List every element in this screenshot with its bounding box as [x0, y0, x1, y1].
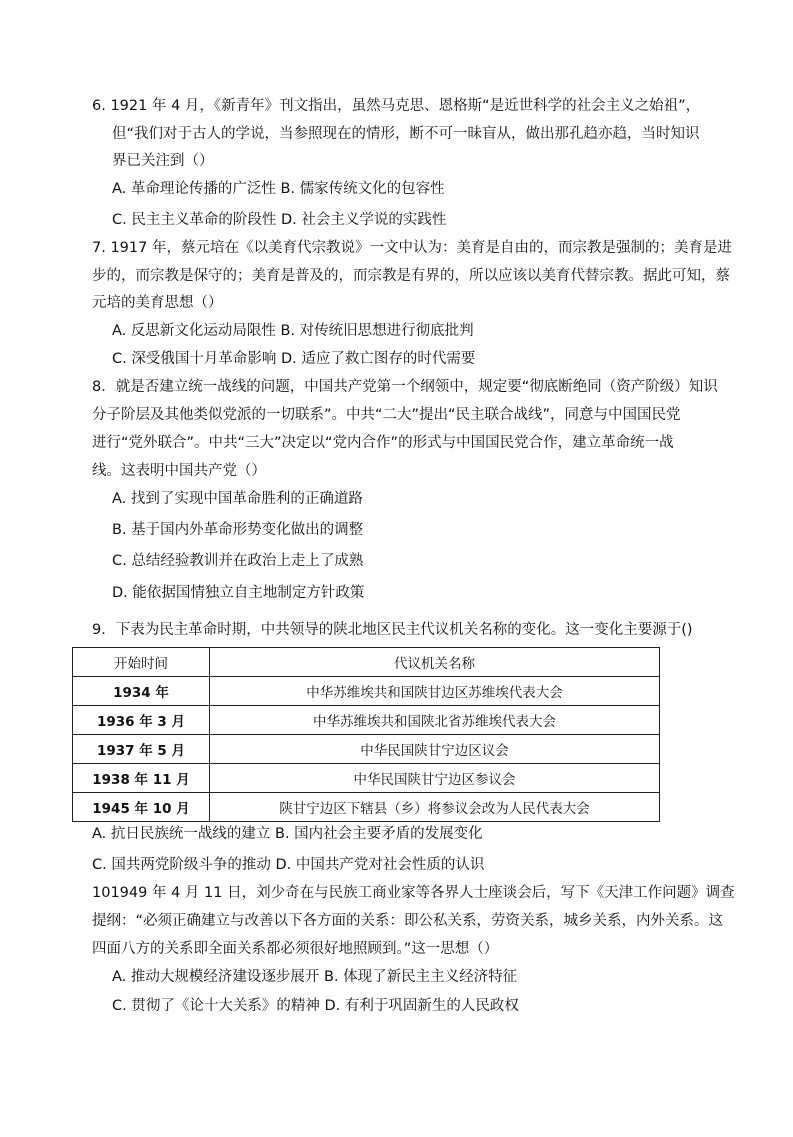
table-cell-name: 中华民国陕甘宁边区参议会 — [210, 764, 660, 793]
q10-stem-line2: 提纲：“必须正确建立与改善以下各方面的关系：即公私关系，劳资关系，城乡关系，内外关系。这 — [92, 913, 724, 929]
table-cell-time: 1936 年 3 月 — [73, 706, 210, 735]
table-header-cell: 代议机关名称 — [210, 648, 660, 677]
q7-options-cd: C. 深受俄国十月革命影响 D. 适应了救亡图存的时代需要 — [112, 351, 476, 367]
q10-options-cd: C. 贯彻了《论十大关系》的精神 D. 有利于巩固新生的人民政权 — [112, 998, 519, 1014]
q8-stem-line3: 进行“党外联合”。中共“三大”决定以“党内合作”的形式与中国国民党合作，建立革命统一战 — [92, 435, 674, 451]
table-cell-time: 1934 年 — [73, 677, 210, 706]
q7-stem-line1: 7. 1917 年，蔡元培在《以美育代宗教说》一文中认为：美育是自由的，而宗教是强制的；美育是进 — [92, 240, 732, 256]
table-row — [73, 793, 660, 822]
q6-stem-line1: 6. 1921 年 4 月，《新青年》刊文指出，虽然马克思、恩格斯“是近世科学的社会主义之始祖”， — [92, 98, 701, 114]
q8-stem-line1: 8．就是否建立统一战线的问题，中国共产党第一个纲领中，规定要“彻底断绝同（资产阶级）知识 — [92, 379, 718, 395]
q7-options-ab: A. 反思新文化运动局限性 B. 对传统旧思想进行彻底批判 — [112, 323, 474, 339]
table-row — [73, 735, 660, 764]
table-header-row — [73, 648, 660, 677]
q6-stem-line2: 但“我们对于古人的学说，当参照现在的情形，断不可一昧盲从，做出那孔趋亦趋，当时知识 — [112, 126, 700, 142]
q10-stem-line3: 四面八方的关系即全面关系都必须很好地照顾到。”这一思想（） — [92, 941, 499, 957]
q8-option-d: D. 能依据国情独立自主地制定方针政策 — [112, 585, 365, 601]
q9-options-cd: C. 国共两党阶级斗争的推动 D. 中国共产党对社会性质的认识 — [92, 857, 485, 873]
table-row — [73, 677, 660, 706]
q8-stem-line2: 分子阶层及其他类似党派的一切联系”。中共“二大”提出“民主联合战线”，同意与中国国民党 — [92, 407, 681, 423]
table-cell-name: 中华苏维埃共和国陕甘边区苏维埃代表大会 — [210, 677, 660, 706]
q9-table — [72, 647, 660, 822]
q8-option-c: C. 总结经验教训并在政治上走上了成熟 — [112, 553, 364, 569]
q7-stem-line3: 元培的美育思想（） — [92, 295, 223, 311]
q9-stem-line1: 9．下表为民主革命时期，中共领导的陕北地区民主代议机关名称的变化。这一变化主要源于() — [92, 622, 693, 638]
q10-options-ab: A. 推动大规模经济建设逐步展开 B. 体现了新民主主义经济特征 — [112, 969, 518, 985]
q7-stem-line2: 步的，而宗教是保守的；美育是普及的，而宗教是有界的，所以应该以美育代替宗教。据此可知，蔡 — [92, 268, 730, 284]
q6-stem-line3: 界已关注到（） — [112, 153, 214, 169]
table-cell-time: 1938 年 11 月 — [73, 764, 210, 793]
table-row — [73, 764, 660, 793]
q6-options-cd: C. 民主主义革命的阶段性 D. 社会主义学说的实践性 — [112, 212, 447, 228]
q6-options-ab: A. 革命理论传播的广泛性 B. 儒家传统文化的包容性 — [112, 181, 445, 197]
table-header-cell: 开始时间 — [73, 648, 210, 677]
table-cell-time: 1937 年 5 月 — [73, 735, 210, 764]
table-cell-name: 陕甘宁边区下辖县（乡）将参议会改为人民代表大会 — [210, 793, 660, 822]
q10-stem-line1: 101949 年 4 月 11 日，刘少奇在与民族工商业家等各界人士座谈会后，写下《天津工作问题》调查 — [92, 885, 735, 901]
table-cell-time: 1945 年 10 月 — [73, 793, 210, 822]
q9-options-ab: A. 抗日民族统一战线的建立 B. 国内社会主要矛盾的发展变化 — [92, 826, 483, 842]
q8-stem-line4: 线。这表明中国共产党（） — [92, 463, 266, 479]
table-cell-name: 中华苏维埃共和国陕北省苏维埃代表大会 — [210, 706, 660, 735]
table-cell-name: 中华民国陕甘宁边区议会 — [210, 735, 660, 764]
table-row — [73, 706, 660, 735]
q8-option-b: B. 基于国内外革命形势变化做出的调整 — [112, 522, 364, 538]
q8-option-a: A. 找到了实现中国革命胜利的正确道路 — [112, 491, 363, 507]
